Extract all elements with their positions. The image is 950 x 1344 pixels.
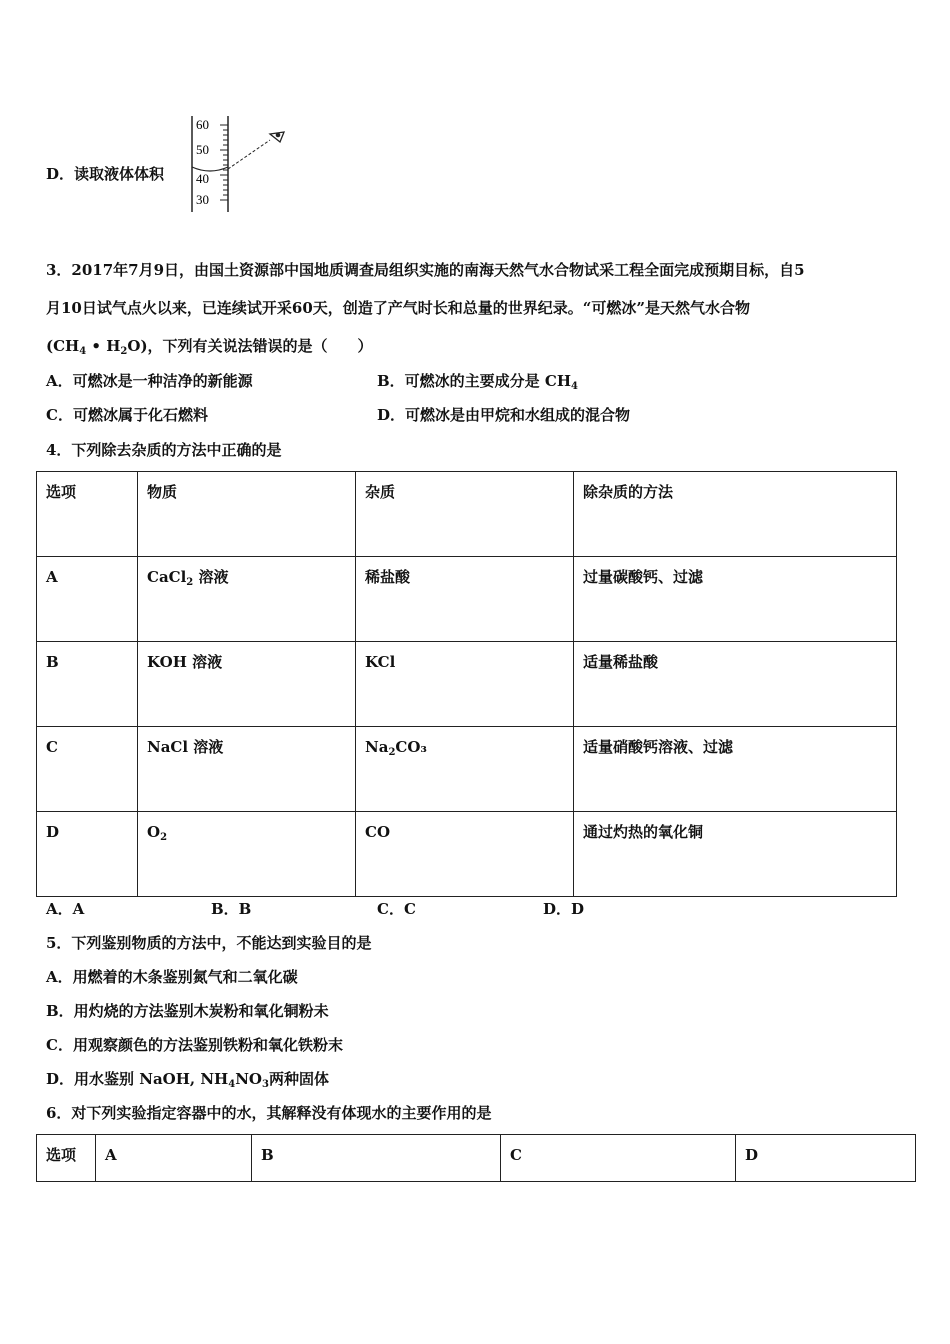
q4-cell-option: B — [37, 642, 138, 727]
q6-header-d: D — [736, 1135, 916, 1182]
q4-cell-impurity: KCl — [356, 642, 574, 727]
q2-option-d-label: D．读取液体体积 — [46, 165, 165, 183]
q4-header-impurity: 杂质 — [356, 472, 574, 557]
q4-cell-method: 通过灼热的氧化铜 — [574, 812, 897, 897]
q3-option-c: C．可燃冰属于化石燃料 — [46, 406, 208, 424]
q4-cell-impurity: $Na_2CO_3$ — [356, 727, 574, 812]
q3-option-b: B．可燃冰的主要成分是 $CH_4$ — [377, 372, 578, 392]
q5-option-a: A．用燃着的木条鉴别氮气和二氧化碳 — [46, 968, 298, 986]
q4-header-method: 除杂质的方法 — [574, 472, 897, 557]
q4-cell-substance: NaCl 溶液 — [138, 727, 356, 812]
q4-cell-method: 适量硝酸钙溶液、过滤 — [574, 727, 897, 812]
q4-title: 4．下列除去杂质的方法中正确的是 — [46, 441, 282, 459]
q6-table — [36, 1134, 916, 1182]
table-row — [37, 557, 897, 642]
q6-header-option: 选项 — [37, 1135, 96, 1182]
cylinder-tick-30: 30 — [196, 192, 209, 207]
q6-header-a: A — [96, 1135, 252, 1182]
cylinder-tick-40: 40 — [196, 171, 209, 186]
table-row — [37, 727, 897, 812]
q4-answer-b: B．B — [211, 900, 252, 918]
q4-cell-option: D — [37, 812, 138, 897]
q4-cell-substance: $O_2$ — [138, 812, 356, 897]
q4-answer-c: C．C — [377, 900, 416, 918]
graduated-cylinder-figure — [186, 112, 296, 216]
q3-option-d: D．可燃冰是由甲烷和水组成的混合物 — [377, 406, 631, 424]
q4-cell-impurity: CO — [356, 812, 574, 897]
q4-header-substance: 物质 — [138, 472, 356, 557]
q4-cell-substance: CaCl$_2$ 溶液 — [138, 557, 356, 642]
q4-answer-d: D．D — [543, 900, 585, 918]
q3-option-a: A．可燃冰是一种洁净的新能源 — [46, 372, 253, 390]
q5-option-c: C．用观察颜色的方法鉴别铁粉和氧化铁粉末 — [46, 1036, 343, 1054]
q4-cell-method: 适量稀盐酸 — [574, 642, 897, 727]
q4-header-row — [37, 472, 897, 557]
q4-header-option: 选项 — [37, 472, 138, 557]
q4-cell-method: 过量碳酸钙、过滤 — [574, 557, 897, 642]
q4-cell-substance: KOH 溶液 — [138, 642, 356, 727]
q6-header-b: B — [252, 1135, 501, 1182]
q4-cell-impurity: 稀盐酸 — [356, 557, 574, 642]
q3-text-line-1: 3．2017年7月9日，由国土资源部中国地质调查局组织实施的南海天然气水合物试采工程全面完成预期目标，自5 — [46, 261, 805, 279]
q5-option-d: D．用水鉴别 NaOH, $NH_4NO_3$两种固体 — [46, 1070, 329, 1090]
q4-cell-option: A — [37, 557, 138, 642]
q5-option-b: B．用灼烧的方法鉴别木炭粉和氧化铜粉未 — [46, 1002, 329, 1020]
q6-header-row — [37, 1135, 916, 1182]
q4-cell-option: C — [37, 727, 138, 812]
q6-header-c: C — [501, 1135, 736, 1182]
table-row — [37, 812, 897, 897]
q6-title: 6．对下列实验指定容器中的水，其解释没有体现水的主要作用的是 — [46, 1104, 492, 1122]
table-row — [37, 642, 897, 727]
q4-answer-a: A．A — [46, 900, 85, 918]
eye-icon — [270, 132, 284, 142]
q3-text-line-2: 月10日试气点火以来，已连续试开采60天，创造了产气时长和总量的世界纪录。“可燃冰”是天然气水合物 — [46, 299, 751, 317]
q5-title: 5．下列鉴别物质的方法中，不能达到实验目的是 — [46, 934, 372, 952]
cylinder-tick-50: 50 — [196, 142, 209, 157]
cylinder-tick-60: 60 — [196, 117, 209, 132]
q3-text-line-3: ($CH_4$ • $H_2O$)，下列有关说法错误的是（ ） — [46, 337, 373, 357]
q4-table — [36, 471, 897, 897]
